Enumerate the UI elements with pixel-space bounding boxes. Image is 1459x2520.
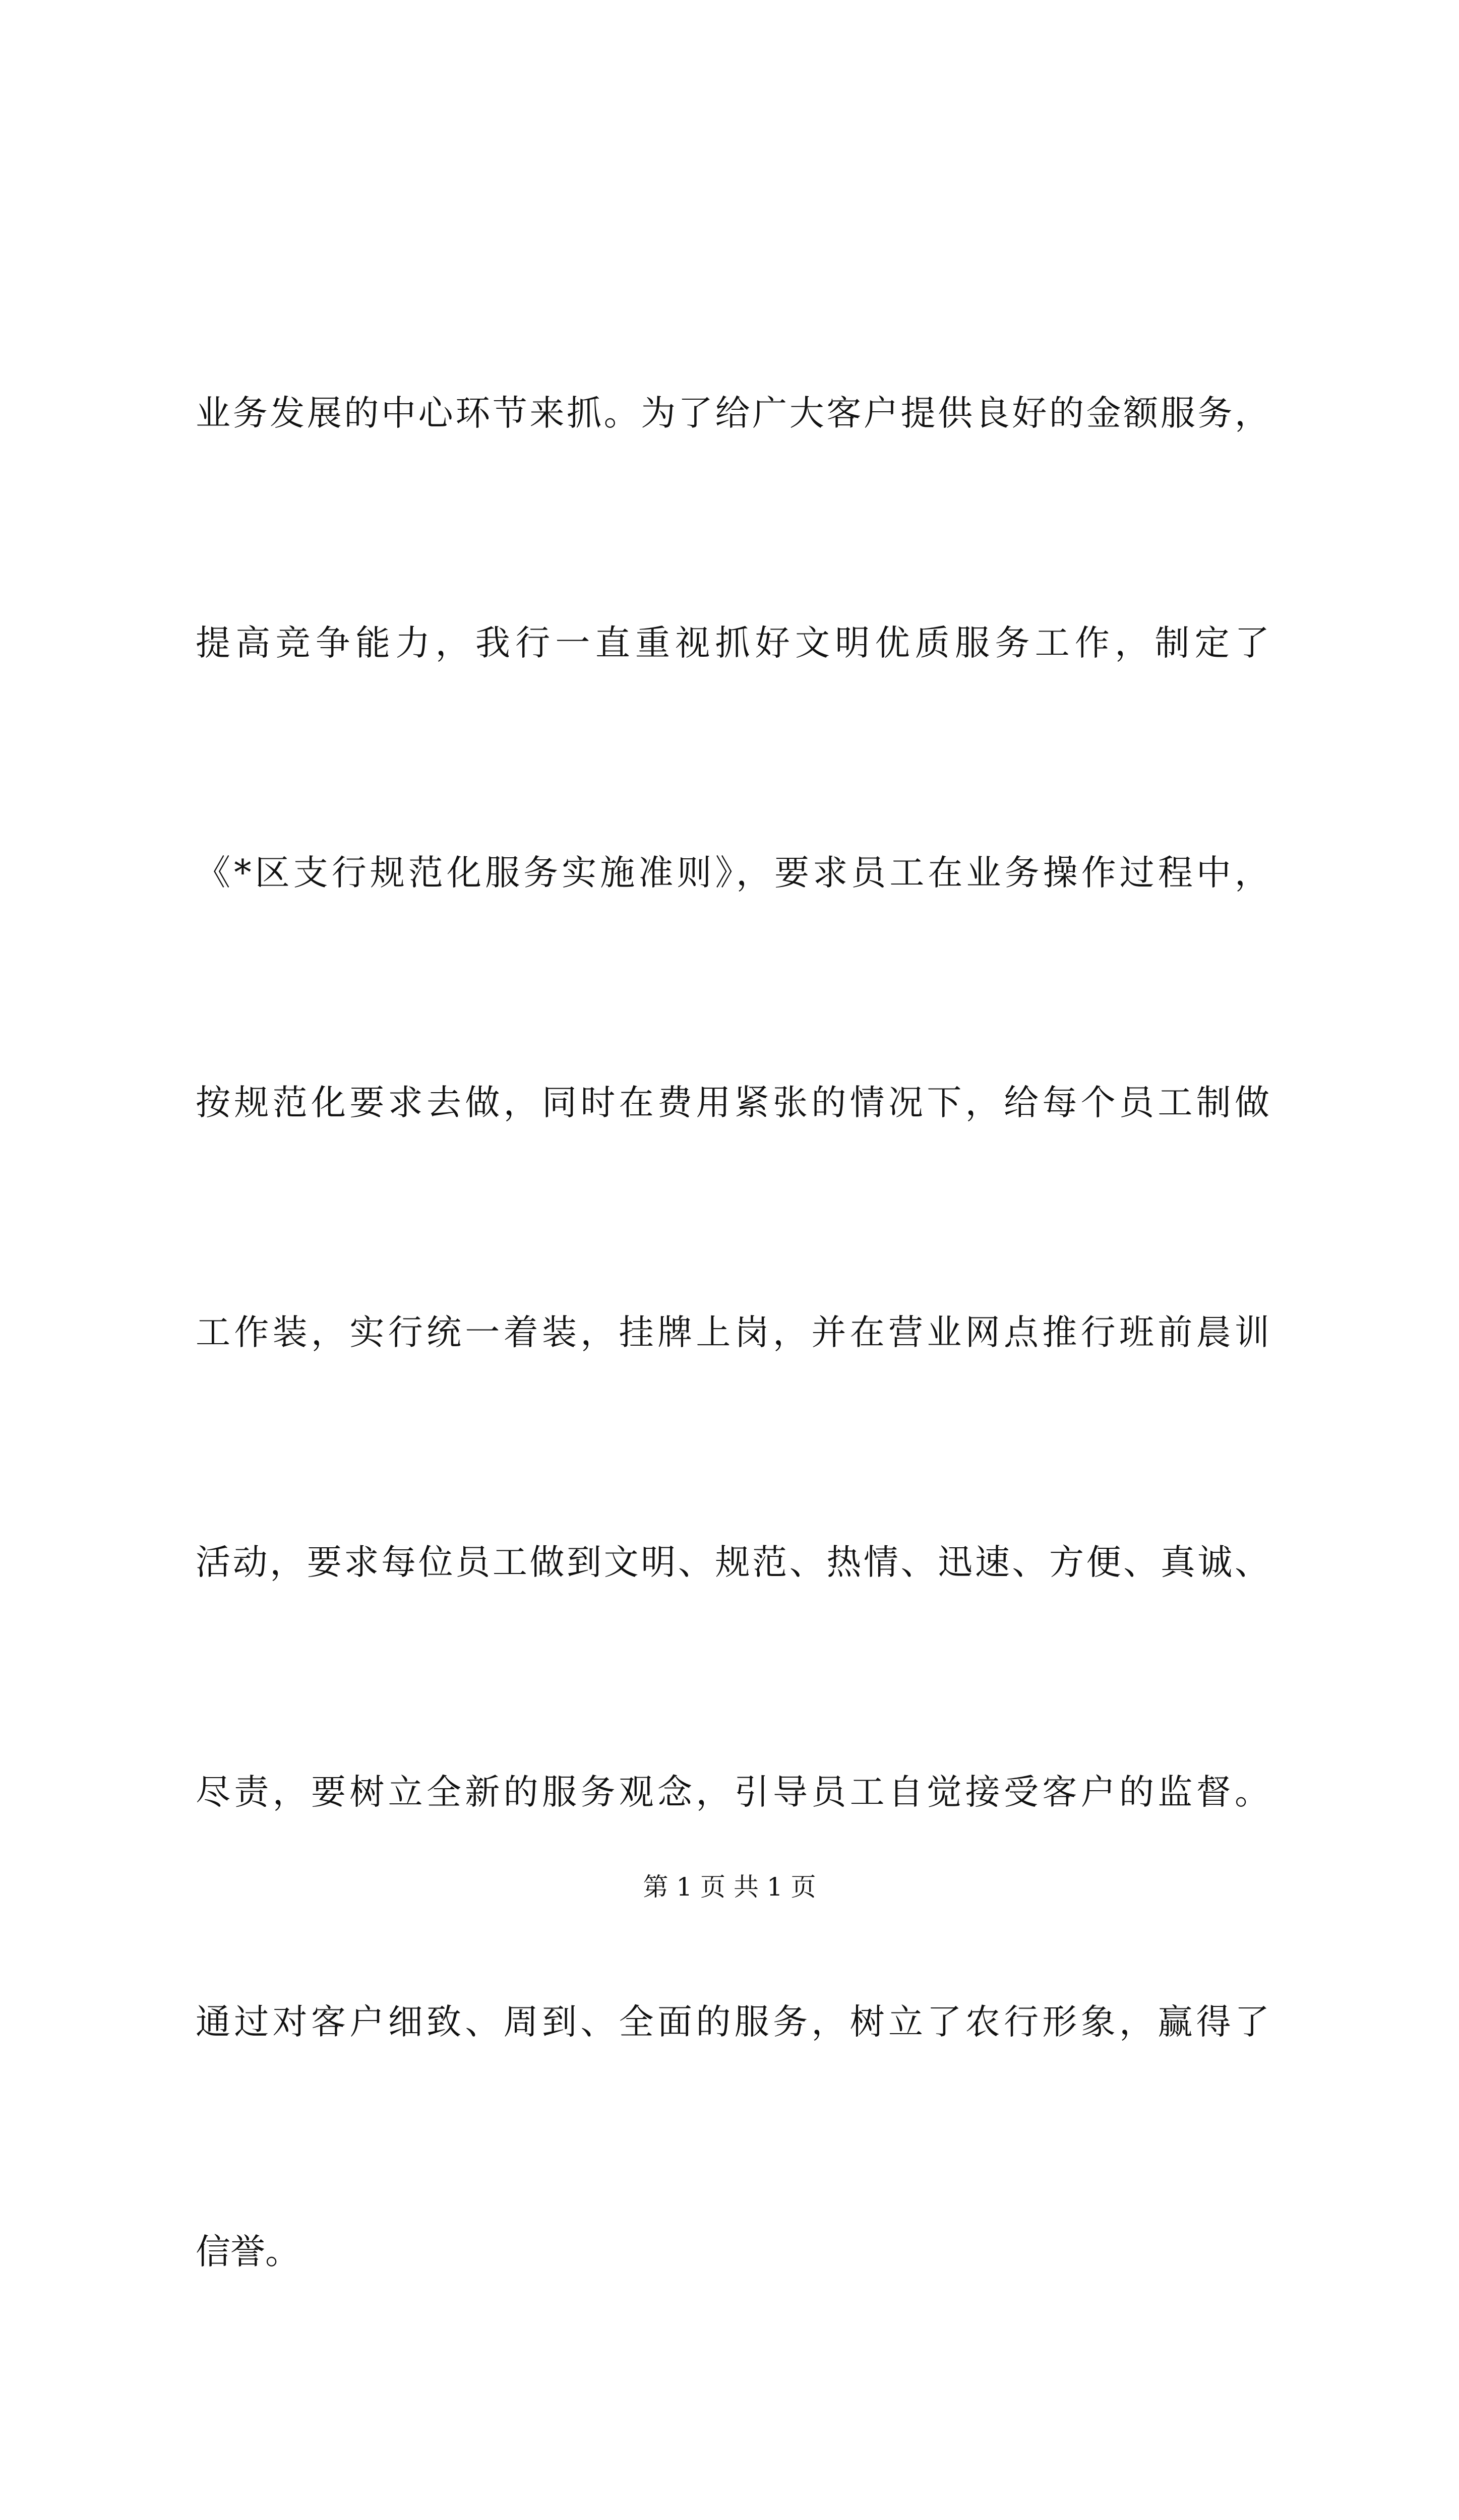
text-line: 按规范化要求去做，同时在费用紧张的情况下，给每个员工制做 [196, 1083, 1269, 1123]
text-line: 信誉。 [196, 2232, 300, 2272]
text-line: 业务发展的中心环节来抓。为了给广大客户提供良好的金额服务， [196, 393, 1269, 433]
text-line: 《*区支行规范化服务实施准则》，要求员工在业务操作过程中， [196, 853, 1269, 893]
page-footer: 第 1 页 共 1 页 [643, 1872, 816, 1902]
paragraph-public-welfare [196, 2443, 1269, 2520]
paragraph-service [196, 222, 1269, 2443]
text-line: 活动，要求每位员工做到文明、规范、热情、迅速、方便、真诚、 [196, 1542, 1269, 1583]
text-line: 尽责，要树立全新的服务观念，引导员工自觉接受客户的监督。 [196, 1772, 1269, 1812]
text-line: 通过对客户细致、周到、全面的服务，树立了农行形象，赢得了 [196, 2002, 1269, 2042]
text-line: 提高竞争能力，我行一直重视抓好文明优质服务工作，制定了 [196, 623, 1269, 663]
text-line: 工作装，实行统一着装，挂牌上岗，并在营业网点推行班前晨训 [196, 1312, 1269, 1353]
document-body [196, 222, 1269, 2520]
